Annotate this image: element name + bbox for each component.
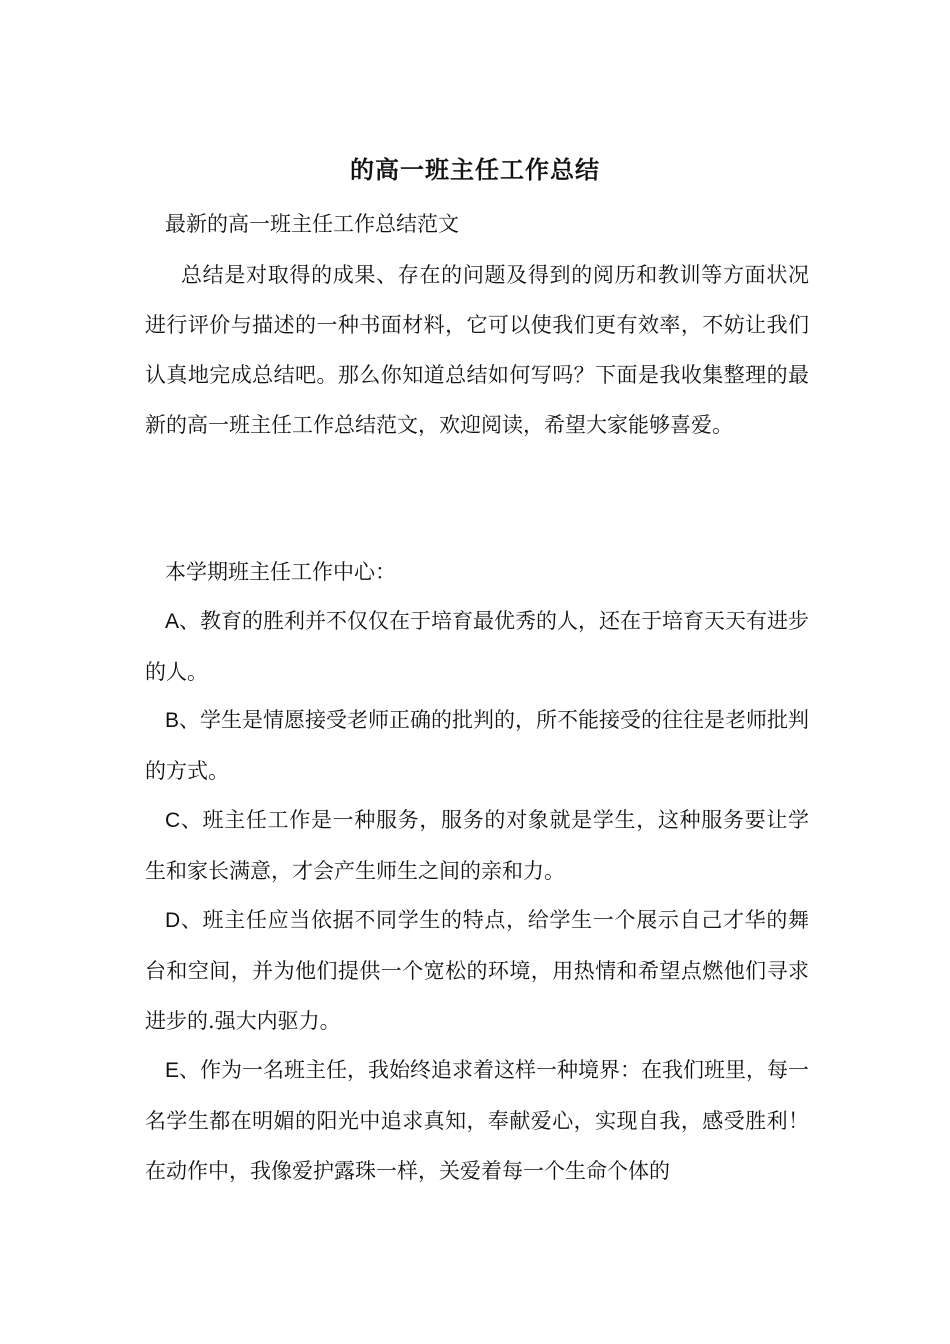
list-item-a [145,596,809,697]
item-letter: A [165,610,180,633]
item-text: 、班主任工作是一种服务，服务的对象就是学生，这种服务要让学生和家长满意，才会产生师生之间的亲和力。 [145,808,809,883]
list-item-d [145,895,809,1046]
item-letter: E [165,1059,180,1082]
section-heading: 本学期班主任工作中心： [165,560,396,584]
intro-paragraph: 总结是对取得的成果、存在的问题及得到的阅历和教训等方面状况进行评价与描述的一种书面材料，它可以使我们更有效率，不妨让我们认真地完成总结吧。那么你知道总结如何写吗？下面是我收集整理的最新的高一班主任工作总结范文，欢迎阅读，希望大家能够喜爱。 [145,263,809,437]
item-text: 、教育的胜利并不仅仅在于培育最优秀的人，还在于培育天天有进步的人。 [145,609,810,684]
item-text: 、学生是情愿接受老师正确的批判的，所不能接受的往往是老师批判的方式。 [145,708,810,783]
document-subtitle: 最新的高一班主任工作总结范文 [165,212,459,236]
list-item-b [145,695,809,796]
item-letter: C [165,809,181,832]
item-text: 、班主任应当依据不同学生的特点，给学生一个展示自己才华的舞台和空间，并为他们提供一个宽松的环境，用热情和希望点燃他们寻求进步的.强大内驱力。 [145,908,809,1033]
item-letter: B [165,709,180,732]
list-item-c [145,795,809,896]
item-text: 、作为一名班主任，我始终追求着这样一种境界：在我们班里，每一名学生都在明媚的阳光中追求真知，奉献爱心，实现自我，感受胜利！在动作中，我像爱护露珠一样，关爱着每一个生命个体的 [145,1058,810,1183]
document-title: 的高一班主任工作总结 [350,155,600,184]
list-item-e [145,1045,809,1196]
item-letter: D [165,909,181,932]
